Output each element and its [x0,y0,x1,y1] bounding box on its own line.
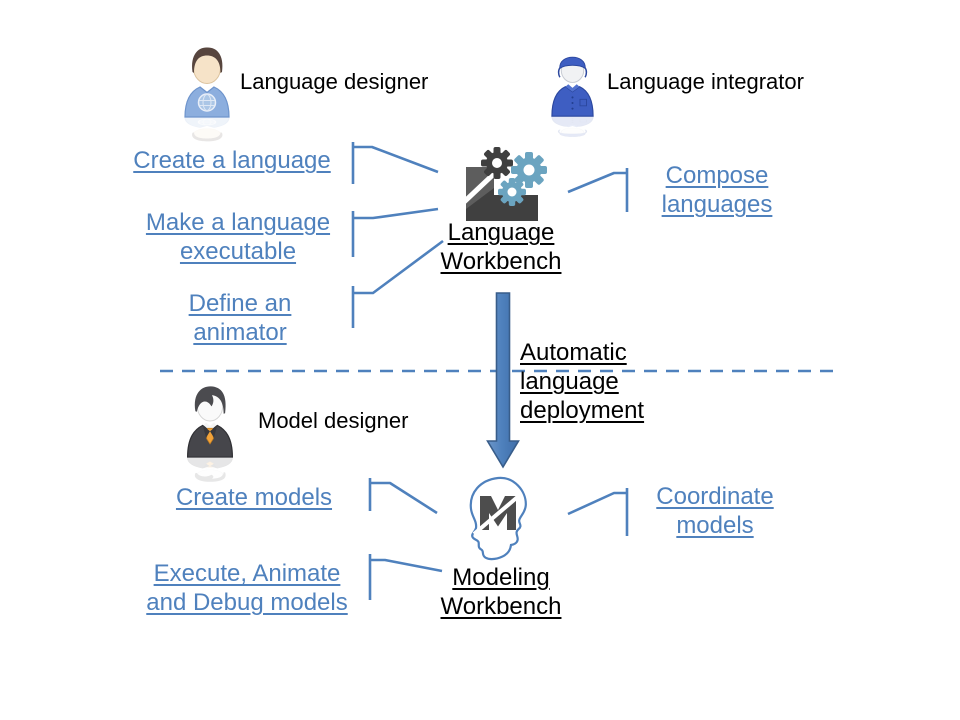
label-line: deployment [520,397,645,424]
link-execute-animate-debug-models[interactable] [127,559,367,617]
connector-create-models [370,478,437,513]
link-line[interactable]: Create a language [133,147,331,174]
gear-dark-icon [481,147,513,179]
link-line[interactable]: Coordinate [656,483,774,510]
deployment-arrow-label [520,338,670,425]
gear-blue-large-icon [511,152,547,188]
link-line[interactable]: Compose [665,162,769,189]
link-line[interactable]: executable [179,238,297,265]
link-line[interactable]: Make a language [145,209,331,236]
language-integrator-label: Language integrator [607,69,804,94]
title-line: Modeling [452,564,550,591]
modeling-workbench-title [421,563,581,621]
label-line: Automatic [520,339,627,366]
language-designer-label: Language designer [240,69,429,94]
deployment-arrow [488,293,519,467]
model-designer-label: Model designer [258,408,409,433]
link-compose-languages[interactable] [637,161,797,219]
title-line: Workbench [440,248,562,275]
language-designer-icon [182,44,232,118]
connector-compose-languages [568,168,627,212]
link-line[interactable]: languages [661,191,773,218]
link-make-a-language-executable[interactable] [123,208,353,266]
link-line[interactable]: models [676,512,754,539]
link-line[interactable]: animator [193,319,287,346]
connector-coordinate-models [568,488,627,536]
title-line: Workbench [440,593,562,620]
connector-create-a-language [353,142,438,184]
language-integrator-icon [549,45,596,118]
link-line[interactable]: Create models [175,484,333,511]
link-line[interactable]: Execute, Animate [153,560,341,587]
model-designer-icon [184,383,236,459]
modeling-workbench-logo [464,476,546,564]
link-line[interactable]: Define an [188,290,292,317]
gear-blue-small-icon [498,178,526,206]
link-coordinate-models[interactable] [635,482,795,540]
title-line: Language [447,219,555,246]
link-create-models[interactable] [139,483,369,512]
link-line[interactable]: and Debug models [146,589,348,616]
language-workbench-title [421,218,581,276]
link-define-an-animator[interactable] [125,289,355,347]
link-create-a-language[interactable] [117,146,347,175]
language-workbench-logo [452,140,552,226]
label-line: language [520,368,619,395]
